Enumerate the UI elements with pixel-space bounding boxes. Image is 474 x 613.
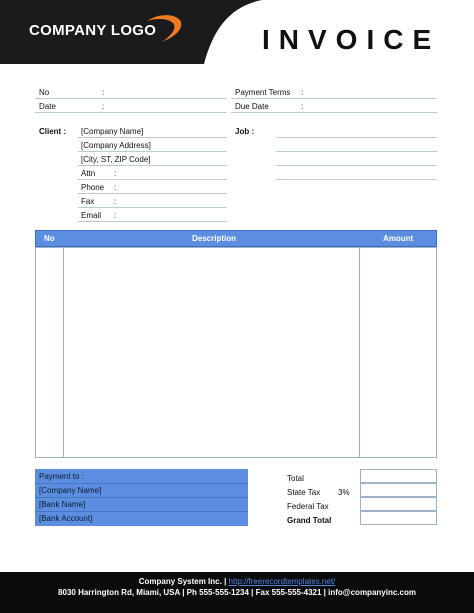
col-no-header: No (44, 234, 55, 243)
no-label: No (39, 88, 50, 97)
no-field-line[interactable] (35, 98, 227, 99)
phone-field-line[interactable] (78, 193, 227, 194)
footer-line-1 (0, 577, 474, 586)
date-field-line[interactable] (35, 112, 227, 113)
payment-divider-2 (35, 497, 248, 498)
col-description-header: Description (192, 234, 237, 243)
col-divider-amount (359, 247, 360, 458)
payment-bank-account[interactable]: [Bank Account] (39, 514, 93, 523)
items-table-body[interactable] (35, 247, 437, 458)
client-company-name[interactable]: [Company Name] (81, 127, 144, 136)
federal-tax-value-box[interactable] (360, 497, 437, 511)
footer-url-link[interactable]: http://freerecordtemplates.net/ (228, 577, 336, 586)
no-colon: : (102, 88, 105, 97)
job-line-1[interactable] (276, 137, 437, 138)
payment-company-name[interactable]: [Company Name] (39, 486, 102, 495)
email-field-line[interactable] (78, 221, 227, 222)
payment-to-label: Payment to : (39, 472, 84, 481)
client-line-1 (78, 137, 227, 138)
job-line-3[interactable] (276, 165, 437, 166)
fax-label: Fax (81, 197, 95, 206)
payment-terms-colon: : (301, 88, 304, 97)
attn-colon: : (114, 169, 117, 178)
state-tax-rate: 3% (338, 488, 350, 497)
state-tax-value-box[interactable] (360, 483, 437, 497)
payment-divider-1 (35, 483, 248, 484)
invoice-title: INVOICE (262, 24, 441, 55)
phone-colon: : (114, 183, 117, 192)
due-date-colon: : (301, 102, 304, 111)
client-company-address[interactable]: [Company Address] (81, 141, 151, 150)
email-colon: : (114, 211, 117, 220)
grand-total-label: Grand Total (287, 516, 332, 525)
email-label: Email (81, 211, 102, 220)
client-city[interactable]: [City, ST, ZIP Code] (81, 155, 151, 164)
grand-total-value-box[interactable] (360, 511, 437, 525)
footer-address: 8030 Harrington Rd, Miami, USA | Ph 555-555-1234 | Fax 555-555-4321 | info@companyinc.com (58, 588, 416, 597)
job-line-2[interactable] (276, 151, 437, 152)
phone-label: Phone (81, 183, 105, 192)
attn-field-line[interactable] (78, 179, 227, 180)
payment-terms-label: Payment Terms (235, 88, 291, 97)
fax-colon: : (114, 197, 117, 206)
due-date-label: Due Date (235, 102, 269, 111)
client-label: Client : (39, 127, 67, 136)
payment-divider-3 (35, 511, 248, 512)
date-colon: : (102, 102, 105, 111)
federal-tax-label: Federal Tax (287, 502, 329, 511)
date-label: Date (39, 102, 56, 111)
due-date-field-line[interactable] (231, 112, 437, 113)
col-divider-no (63, 247, 64, 458)
total-value-box[interactable] (360, 469, 437, 483)
client-line-3 (78, 165, 227, 166)
payment-bank-name[interactable]: [Bank Name] (39, 500, 86, 509)
payment-terms-field-line[interactable] (231, 98, 437, 99)
state-tax-label: State Tax (287, 488, 321, 497)
fax-field-line[interactable] (78, 207, 227, 208)
job-label: Job : (235, 127, 255, 136)
client-line-2 (78, 151, 227, 152)
company-logo: COMPANY LOGO (29, 22, 157, 39)
footer-company: Company System Inc. | (138, 577, 227, 586)
total-label: Total (287, 474, 304, 483)
job-line-4[interactable] (276, 179, 437, 180)
attn-label: Attn (81, 169, 96, 178)
col-amount-header: Amount (383, 234, 414, 243)
